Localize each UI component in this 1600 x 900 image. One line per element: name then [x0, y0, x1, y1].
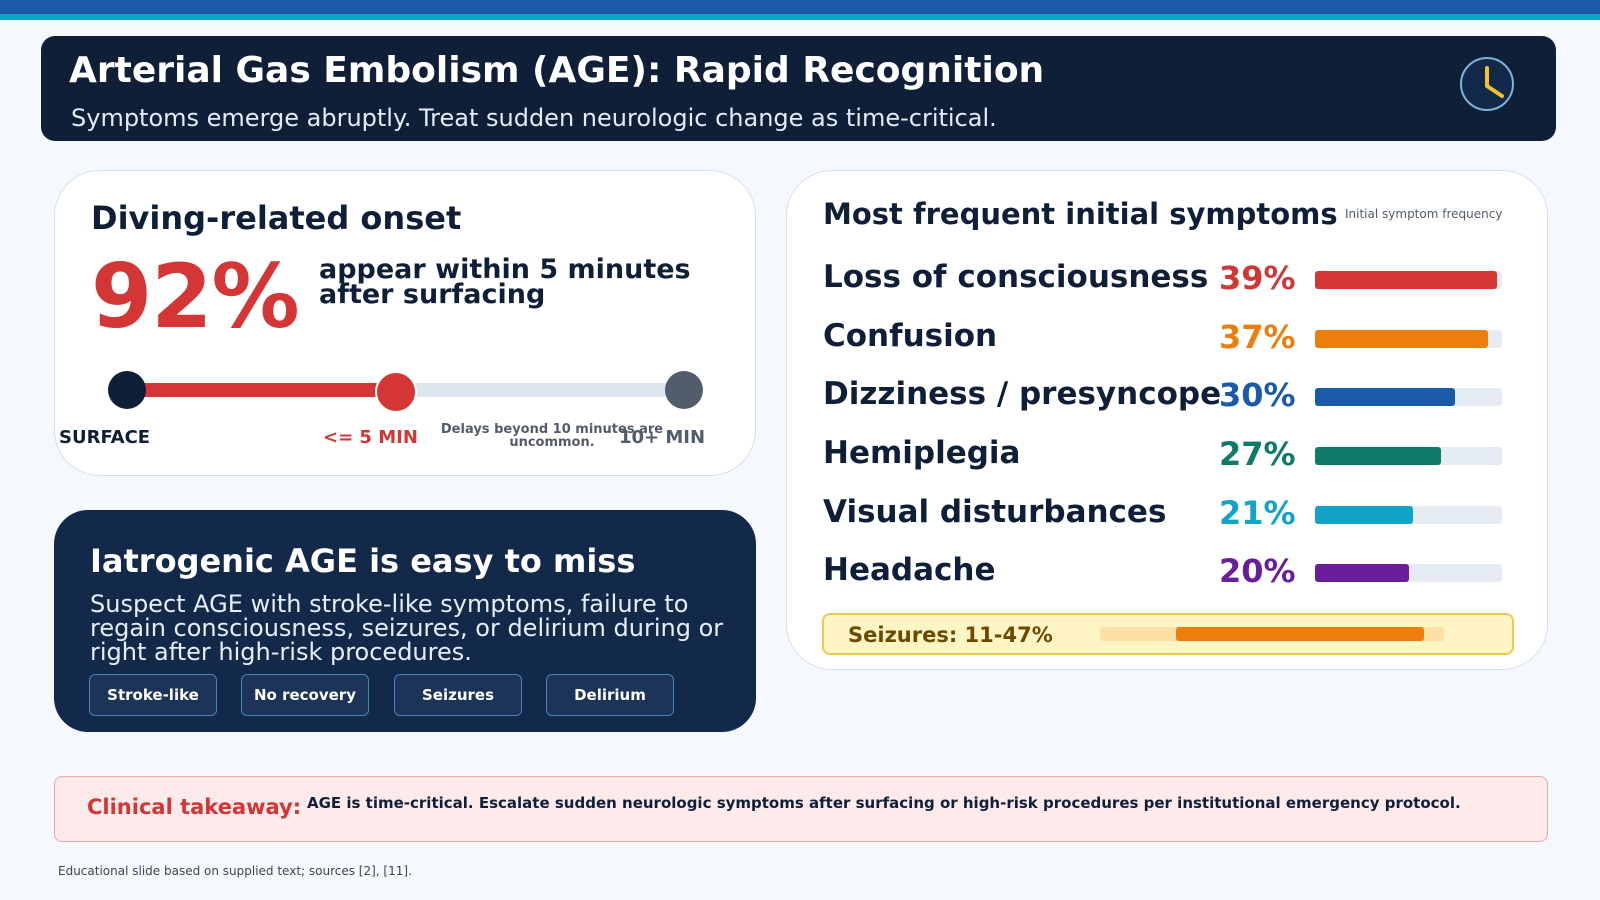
symptom-name: Loss of consciousness	[823, 259, 1209, 295]
top-accent-bar	[0, 0, 1600, 20]
chip-seizures: Seizures	[394, 674, 522, 716]
symptom-row	[787, 259, 1547, 299]
symptom-bar-track	[1315, 271, 1502, 289]
symptom-bar-fill	[1315, 388, 1455, 406]
seizures-label: Seizures: 11-47%	[848, 623, 1053, 647]
symptom-name: Dizziness / presyncope	[823, 376, 1222, 412]
timeline-label-10-min: 10+ MIN	[619, 427, 706, 448]
symptom-bar-track	[1315, 388, 1502, 406]
header-banner	[41, 36, 1556, 141]
symptom-bar-fill	[1315, 506, 1413, 524]
takeaway-text: AGE is time-critical. Escalate sudden neurologic symptoms after surfacing or high-risk procedures per institutional emergency protocol.	[307, 794, 1461, 812]
symptoms-title: Most frequent initial symptoms	[823, 197, 1338, 231]
onset-big-value: 92%	[91, 245, 299, 348]
footer-note: Educational slide based on supplied text; sources [2], [11].	[58, 864, 412, 878]
timeline-marker-10-min	[665, 371, 703, 409]
symptom-name: Headache	[823, 552, 996, 588]
symptom-row	[787, 376, 1547, 416]
symptom-percent: 21%	[1219, 494, 1296, 532]
symptom-bar-track	[1315, 506, 1502, 524]
onset-big-description: appear within 5 minutes after surfacing	[319, 254, 691, 310]
symptom-bar-track	[1315, 447, 1502, 465]
onset-card	[54, 170, 756, 476]
chip-stroke-like: Stroke-like	[89, 674, 217, 716]
symptom-row	[787, 435, 1547, 475]
top-accent-bar-light	[0, 14, 1600, 20]
symptom-percent: 27%	[1219, 435, 1296, 473]
timeline-label-surface: SURFACE	[59, 427, 151, 448]
iatrogenic-body: Suspect AGE with stroke-like symptoms, failure to regain consciousness, seizures, or delirium during or right after high-risk procedures.	[90, 590, 724, 666]
timeline-marker-5-min	[375, 371, 417, 413]
onset-title: Diving-related onset	[91, 199, 462, 237]
seizures-range-fill	[1176, 627, 1424, 641]
seizures-range-track	[1100, 627, 1444, 641]
symptom-name: Visual disturbances	[823, 494, 1167, 530]
symptom-bar-fill	[1315, 330, 1488, 348]
iatrogenic-card	[54, 510, 756, 732]
timeline-label-5-min: <= 5 MIN	[323, 427, 418, 448]
symptom-bar-track	[1315, 330, 1502, 348]
symptom-bar-fill	[1315, 447, 1441, 465]
seizures-range-bar	[822, 613, 1514, 655]
symptom-percent: 39%	[1219, 259, 1296, 297]
chip-no-recovery: No recovery	[241, 674, 369, 716]
chip-delirium: Delirium	[546, 674, 674, 716]
symptom-row	[787, 318, 1547, 358]
symptom-bar-track	[1315, 564, 1502, 582]
timeline-fill	[121, 383, 383, 397]
top-accent-bar-dark	[0, 0, 1600, 14]
timeline-note: Delays beyond 10 minutes are uncommon.	[440, 422, 664, 450]
symptom-bar-fill	[1315, 271, 1497, 289]
symptom-row	[787, 552, 1547, 592]
takeaway-label: Clinical takeaway:	[87, 795, 302, 819]
symptoms-card	[786, 170, 1548, 670]
timeline-marker-surface	[108, 371, 146, 409]
symptom-name: Hemiplegia	[823, 435, 1021, 471]
symptom-bar-fill	[1315, 564, 1409, 582]
clock-icon	[1457, 54, 1517, 114]
symptom-percent: 30%	[1219, 376, 1296, 414]
page-title: Arterial Gas Embolism (AGE): Rapid Recognition	[69, 50, 1045, 91]
iatrogenic-title: Iatrogenic AGE is easy to miss	[90, 542, 636, 580]
symptom-row	[787, 494, 1547, 534]
clinical-takeaway-box	[54, 776, 1548, 842]
page-subtitle: Symptoms emerge abruptly. Treat sudden neurologic change as time-critical.	[71, 104, 997, 132]
symptom-name: Confusion	[823, 318, 998, 354]
symptom-percent: 37%	[1219, 318, 1296, 356]
symptoms-legend: Initial symptom frequency	[1345, 207, 1503, 221]
symptom-percent: 20%	[1219, 552, 1296, 590]
